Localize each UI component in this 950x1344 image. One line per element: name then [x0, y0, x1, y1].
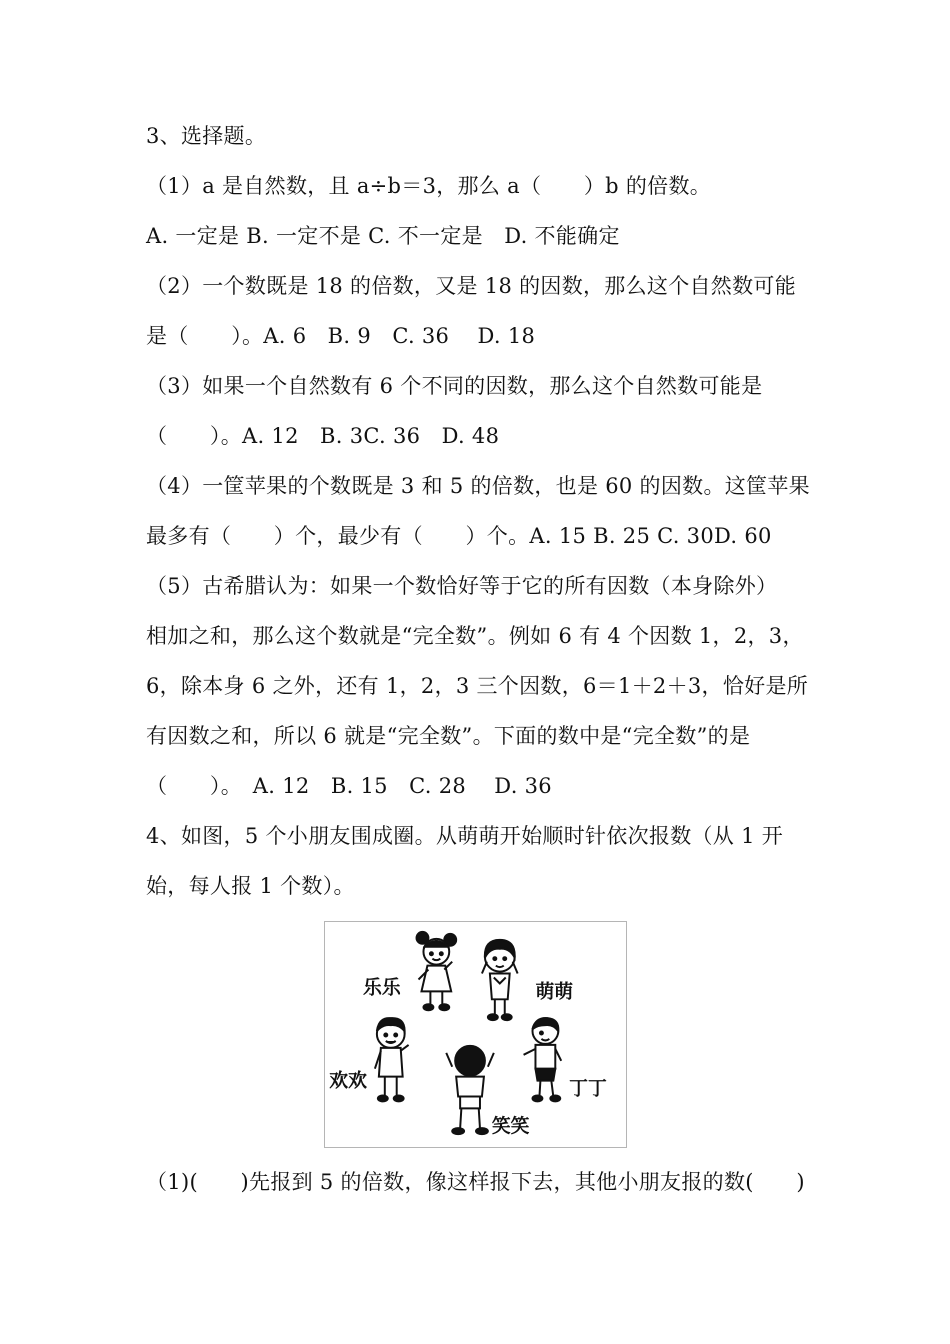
section-4-line-2: 始，每人报 1 个数）。: [146, 874, 355, 898]
label-huanhuan: 欢欢: [329, 1070, 367, 1092]
question-5-line-1: （5）古希腊认为：如果一个数恰好等于它的所有因数（本身除外）: [146, 574, 778, 598]
question-4-line-2: 最多有（ ）个，最少有（ ）个。A. 15 B. 25 C. 30D. 60: [146, 524, 772, 548]
question-5-line-5: （ ）。 A. 12 B. 15 C. 28 D. 36: [146, 774, 552, 798]
section-4-line-1: 4、如图，5 个小朋友围成圈。从萌萌开始顺时针依次报数（从 1 开: [146, 824, 784, 848]
question-2-line-2: 是（ ）。A. 6 B. 9 C. 36 D. 18: [146, 324, 536, 348]
mengmeng-figure: [482, 940, 518, 1020]
question-1-options: A. 一定是 B. 一定不是 C. 不一定是 D. 不能确定: [146, 224, 620, 248]
question-5-line-4: 有因数之和，所以 6 就是“完全数”。下面的数中是“完全数”的是: [146, 724, 751, 748]
huanhuan-figure: [375, 1018, 409, 1101]
section-4-subquestion-1: （1)( )先报到 5 的倍数，像这样报下去，其他小朋友报的数( ): [146, 1170, 805, 1194]
question-5-line-3: 6，除本身 6 之外，还有 1，2，3 三个因数，6＝1＋2＋3，恰好是所: [146, 674, 809, 698]
question-5-line-2: 相加之和，那么这个数就是“完全数”。例如 6 有 4 个因数 1，2，3，: [146, 624, 804, 648]
question-3-line-1: （3）如果一个自然数有 6 个不同的因数，那么这个自然数可能是: [146, 374, 763, 398]
question-2-line-1: （2）一个数既是 18 的倍数，又是 18 的因数，那么这个自然数可能: [146, 274, 797, 298]
children-circle-illustration: [324, 921, 627, 1148]
question-1-stem: （1）a 是自然数，且 a÷b＝3，那么 a（ ）b 的倍数。: [146, 174, 712, 198]
label-mengmeng: 萌萌: [535, 981, 574, 1003]
label-lele: 乐乐: [363, 977, 401, 999]
dingding-figure: [524, 1018, 562, 1101]
question-4-line-1: （4）一筐苹果的个数既是 3 和 5 的倍数，也是 60 的因数。这筐苹果: [146, 474, 810, 498]
label-xiaoxiao: 笑笑: [491, 1116, 530, 1138]
label-dingding: 丁丁: [569, 1078, 607, 1100]
xiaoxiao-figure: [446, 1046, 494, 1134]
question-3-line-2: （ ）。A. 12 B. 3C. 36 D. 48: [146, 424, 500, 448]
section-3-heading: 3、选择题。: [146, 124, 267, 148]
lele-figure: [417, 932, 457, 1010]
